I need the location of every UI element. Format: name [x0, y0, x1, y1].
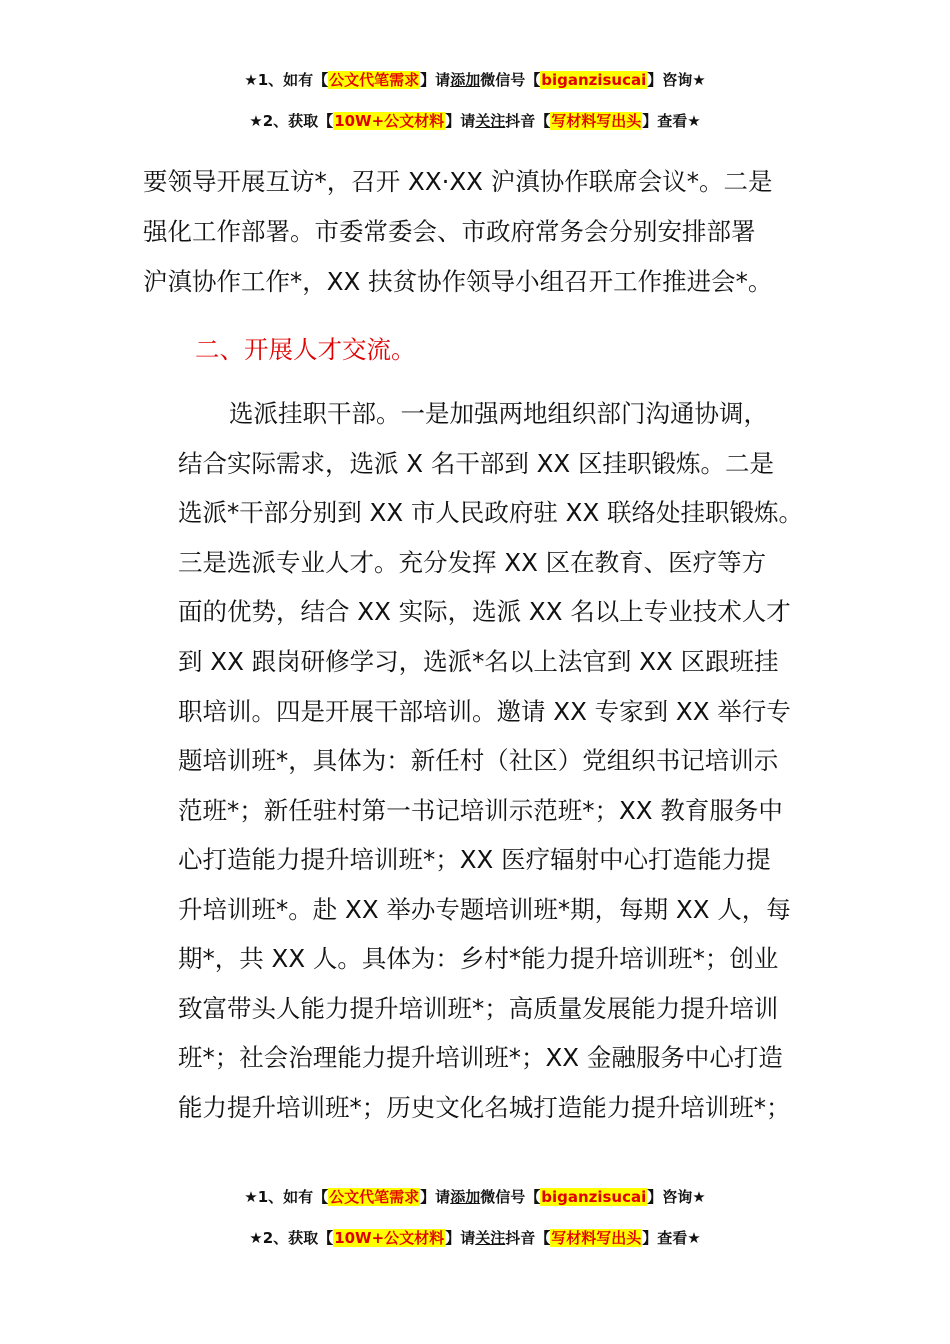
paragraph-line: 班*；社会治理能力提升培训班*；XX 金融服务中心打造: [178, 1043, 783, 1072]
paragraph-line: 选派*干部分别到 XX 市人民政府驻 XX 联络处挂职锻炼。: [178, 498, 804, 527]
paragraph-line: 能力提升培训班*；历史文化名城打造能力提升培训班*；: [178, 1093, 791, 1122]
footer-banner-line-2: ★2、获取【10W+公文材料】请关注抖音【写材料写出头】查看★: [249, 1229, 701, 1247]
paragraph-line: 职培训。四是开展干部培训。邀请 XX 专家到 XX 举行专: [178, 697, 791, 726]
douyin-account: 写材料写出头: [551, 112, 642, 130]
paragraph-line: 面的优势，结合 XX 实际，选派 XX 名以上专业技术人才: [178, 597, 791, 626]
paragraph-line: 致富带头人能力提升培训班*；高质量发展能力提升培训: [178, 994, 779, 1023]
header-banner-line-2: ★2、获取【10W+公文材料】请关注抖音【写材料写出头】查看★: [249, 112, 701, 130]
wechat-id: biganzisucai: [541, 1188, 647, 1206]
writing-service-highlight: 公文代笔需求: [329, 71, 420, 89]
paragraph-line: 范班*；新任驻村第一书记培训示范班*；XX 教育服务中: [178, 796, 783, 825]
materials-highlight: 10W+公文材料: [334, 112, 445, 130]
paragraph-line: 三是选派专业人才。充分发挥 XX 区在教育、医疗等方: [178, 548, 767, 577]
paragraph-line: 沪滇协作工作*，XX 扶贫协作领导小组召开工作推进会*。: [143, 267, 773, 296]
paragraph-line: 心打造能力提升培训班*；XX 医疗辐射中心打造能力提: [178, 845, 771, 874]
section-heading: 二、开展人才交流。: [195, 335, 416, 364]
footer-banner-line-1: ★1、如有【公文代笔需求】请添加微信号【biganzisucai】咨询★: [244, 1188, 706, 1206]
paragraph-line: 题培训班*，具体为：新任村（社区）党组织书记培训示: [178, 746, 779, 775]
paragraph-line: 选派挂职干部。一是加强两地组织部门沟通协调，: [229, 399, 768, 428]
paragraph-line: 结合实际需求，选派 X 名干部到 XX 区挂职锻炼。二是: [178, 449, 775, 478]
materials-highlight: 10W+公文材料: [334, 1229, 445, 1247]
writing-service-highlight: 公文代笔需求: [329, 1188, 420, 1206]
wechat-id: biganzisucai: [541, 71, 647, 89]
paragraph-line: 要领导开展互访*，召开 XX·XX 沪滇协作联席会议*。二是: [143, 167, 773, 196]
header-banner-line-1: ★1、如有【公文代笔需求】请添加微信号【biganzisucai】咨询★: [244, 71, 706, 89]
douyin-account: 写材料写出头: [551, 1229, 642, 1247]
paragraph-line: 强化工作部署。市委常委会、市政府常务会分别安排部署: [143, 217, 756, 246]
paragraph-line: 升培训班*。赴 XX 举办专题培训班*期，每期 XX 人，每: [178, 895, 791, 924]
paragraph-line: 到 XX 跟岗研修学习，选派*名以上法官到 XX 区跟班挂: [178, 647, 779, 676]
paragraph-line: 期*，共 XX 人。具体为：乡村*能力提升培训班*；创业: [178, 944, 779, 973]
